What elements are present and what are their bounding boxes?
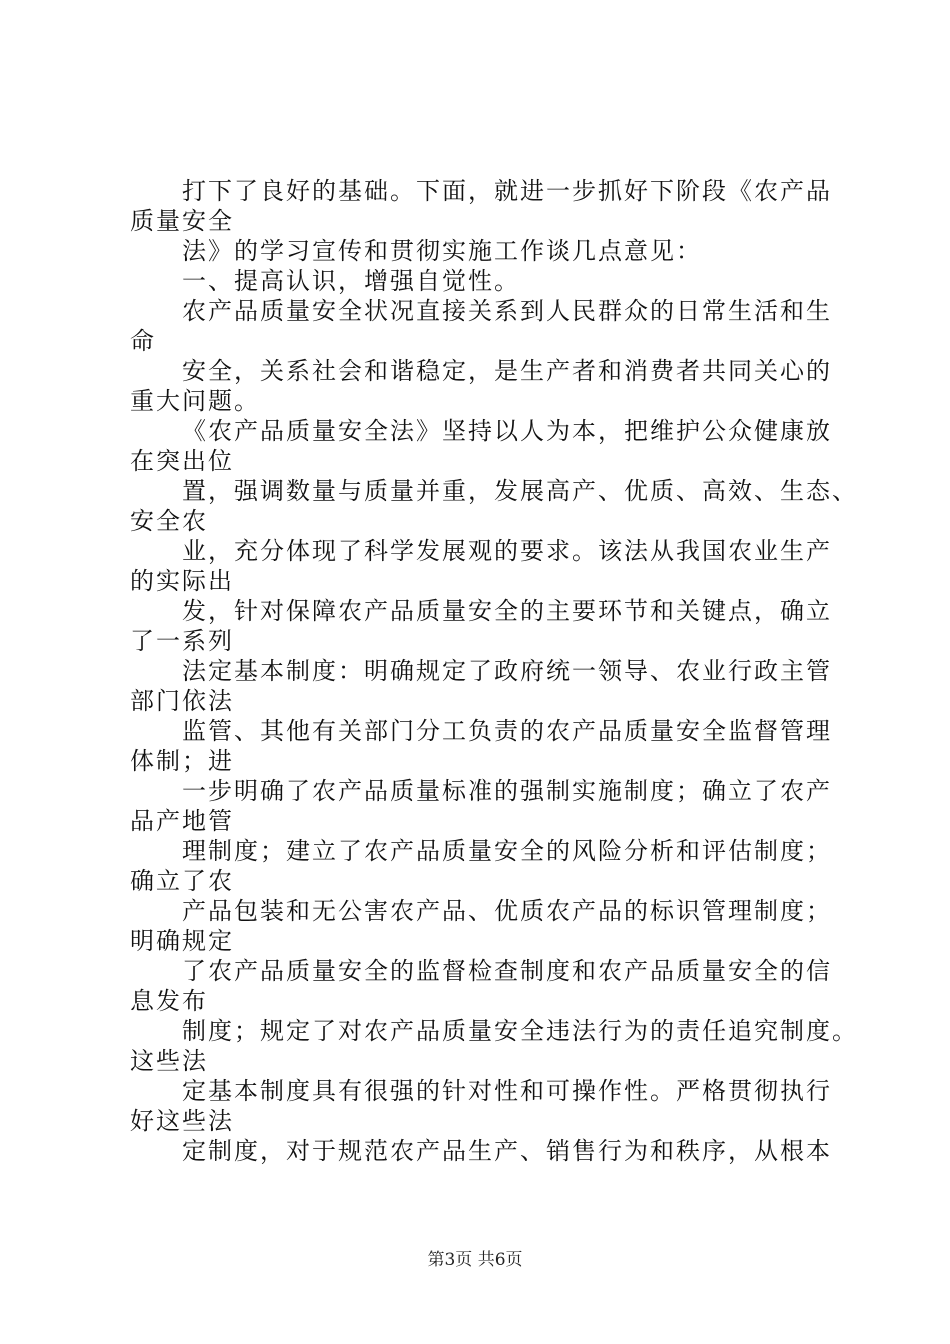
text-line: 《农产品质量安全法》坚持以人为本，把维护公众健康放 <box>182 417 832 445</box>
text-line: 置，强调数量与质量并重，发展高产、优质、高效、生态、 <box>182 477 858 505</box>
text-line: 发，针对保障农产品质量安全的主要环节和关键点，确立 <box>182 597 832 625</box>
text-line: 业，充分体现了科学发展观的要求。该法从我国农业生产 <box>182 537 832 565</box>
text-line: 制度；规定了对农产品质量安全违法行为的责任追究制度。 <box>182 1017 858 1045</box>
text-line: 明确规定 <box>130 927 234 955</box>
text-line: 监管、其他有关部门分工负责的农产品质量安全监督管理 <box>182 717 832 745</box>
text-line: 定基本制度具有很强的针对性和可操作性。严格贯彻执行 <box>182 1077 832 1105</box>
text-line: 农产品质量安全状况直接关系到人民群众的日常生活和生 <box>182 297 832 325</box>
text-line: 理制度；建立了农产品质量安全的风险分析和评估制度； <box>182 837 832 865</box>
text-line: 一、提高认识，增强自觉性。 <box>182 267 520 295</box>
text-line: 在突出位 <box>130 447 234 475</box>
text-line: 部门依法 <box>130 687 234 715</box>
text-line: 命 <box>130 327 156 355</box>
text-line: 重大问题。 <box>130 387 260 415</box>
page-footer: 第3页 共6页 <box>427 1250 523 1270</box>
text-line: 安全农 <box>130 507 208 535</box>
text-line: 法》的学习宣传和贯彻实施工作谈几点意见： <box>182 237 702 265</box>
text-line: 好这些法 <box>130 1107 234 1135</box>
text-line: 质量安全 <box>130 207 234 235</box>
text-line: 了农产品质量安全的监督检查制度和农产品质量安全的信 <box>182 957 832 985</box>
text-line: 安全，关系社会和谐稳定，是生产者和消费者共同关心的 <box>182 357 832 385</box>
text-line: 一步明确了农产品质量标准的强制实施制度；确立了农产 <box>182 777 832 805</box>
text-line: 息发布 <box>130 987 208 1015</box>
text-line: 打下了良好的基础。下面，就进一步抓好下阶段《农产品 <box>182 177 832 205</box>
text-line: 的实际出 <box>130 567 234 595</box>
text-line: 体制；进 <box>130 747 234 775</box>
text-line: 品产地管 <box>130 807 234 835</box>
text-line: 法定基本制度：明确规定了政府统一领导、农业行政主管 <box>182 657 832 685</box>
text-line: 确立了农 <box>130 867 234 895</box>
text-line: 了一系列 <box>130 627 234 655</box>
text-line: 这些法 <box>130 1047 208 1075</box>
document-body <box>130 176 858 1166</box>
text-line: 定制度，对于规范农产品生产、销售行为和秩序，从根本 <box>182 1137 832 1165</box>
text-line: 产品包装和无公害农产品、优质农产品的标识管理制度； <box>182 897 832 925</box>
